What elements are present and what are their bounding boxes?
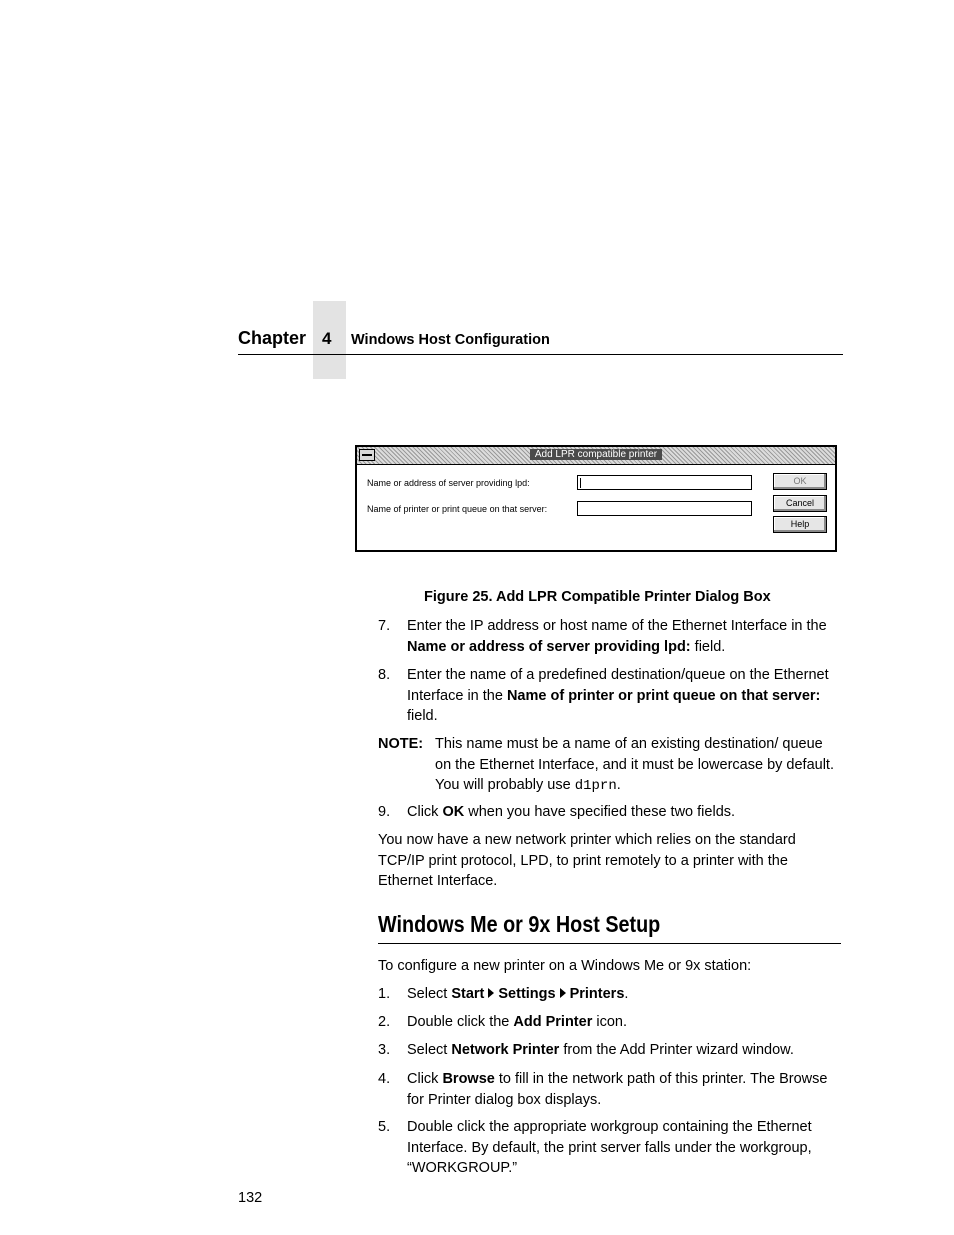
cancel-button[interactable]: Cancel xyxy=(773,495,827,512)
note-text: This name must be a name of an existing destination/ queue on the Ethernet Interface, and it must be lowercase by default. You will probably use d1prn. xyxy=(435,736,834,794)
arrow-right-icon xyxy=(560,988,566,998)
section-heading: Windows Me or 9x Host Setup xyxy=(378,911,661,937)
note-label: NOTE: xyxy=(378,736,424,752)
step-number: 2. xyxy=(378,1014,391,1030)
chapter-number: 4 xyxy=(322,329,332,348)
queue-field-label: Name of printer or print queue on that server: xyxy=(367,504,548,514)
step-number: 5. xyxy=(378,1119,391,1135)
body-paragraph: You now have a new network printer which relies on the standard TCP/IP print protocol, LPD, to print remotely to a printer with the Ethernet Interface. xyxy=(378,832,796,889)
step-text: Double click the appropriate workgroup containing the Ethernet Interface. By default, the print server falls under the workgroup, “WORKGROUP.” xyxy=(407,1119,812,1176)
figure-caption: Figure 25. Add LPR Compatible Printer Dialog Box xyxy=(424,589,771,605)
chapter-title: Windows Host Configuration xyxy=(351,332,550,348)
step-number: 8. xyxy=(378,667,391,683)
step-text: Enter the name of a predefined destination/queue on the Ethernet Interface in the Name of printer or print queue on that server: field. xyxy=(407,667,829,724)
step-number: 3. xyxy=(378,1042,391,1058)
server-field-label: Name or address of server providing lpd: xyxy=(367,478,530,488)
intro-text: To configure a new printer on a Windows Me or 9x station: xyxy=(378,958,752,974)
step-text: Enter the IP address or host name of the Ethernet Interface in the Name or address of server providing lpd: field. xyxy=(407,618,827,655)
step-text: Click Browse to fill in the network path of this printer. The Browse for Printer dialog box displays. xyxy=(407,1071,828,1108)
step-text: Select Start Settings Printers. xyxy=(407,986,629,1002)
dialog-titlebar xyxy=(357,447,835,465)
server-input[interactable] xyxy=(577,475,752,490)
text-caret xyxy=(580,478,581,488)
step-number: 1. xyxy=(378,986,391,1002)
step-number: 9. xyxy=(378,804,391,820)
arrow-right-icon xyxy=(488,988,494,998)
step-text: Double click the Add Printer icon. xyxy=(407,1014,628,1030)
step-text: Click OK when you have specified these two fields. xyxy=(407,804,736,820)
lpr-dialog xyxy=(355,445,837,552)
dialog-title: Add LPR compatible printer xyxy=(357,449,835,460)
step-number: 7. xyxy=(378,618,391,634)
queue-input[interactable] xyxy=(577,501,752,516)
help-button[interactable]: Help xyxy=(773,516,827,533)
chapter-label: Chapter xyxy=(238,328,307,348)
page-number: 132 xyxy=(238,1190,263,1206)
section-rule xyxy=(378,943,841,944)
header-rule xyxy=(238,354,843,355)
step-number: 4. xyxy=(378,1071,391,1087)
step-text: Select Network Printer from the Add Printer wizard window. xyxy=(407,1042,794,1058)
ok-button[interactable]: OK xyxy=(773,473,827,490)
